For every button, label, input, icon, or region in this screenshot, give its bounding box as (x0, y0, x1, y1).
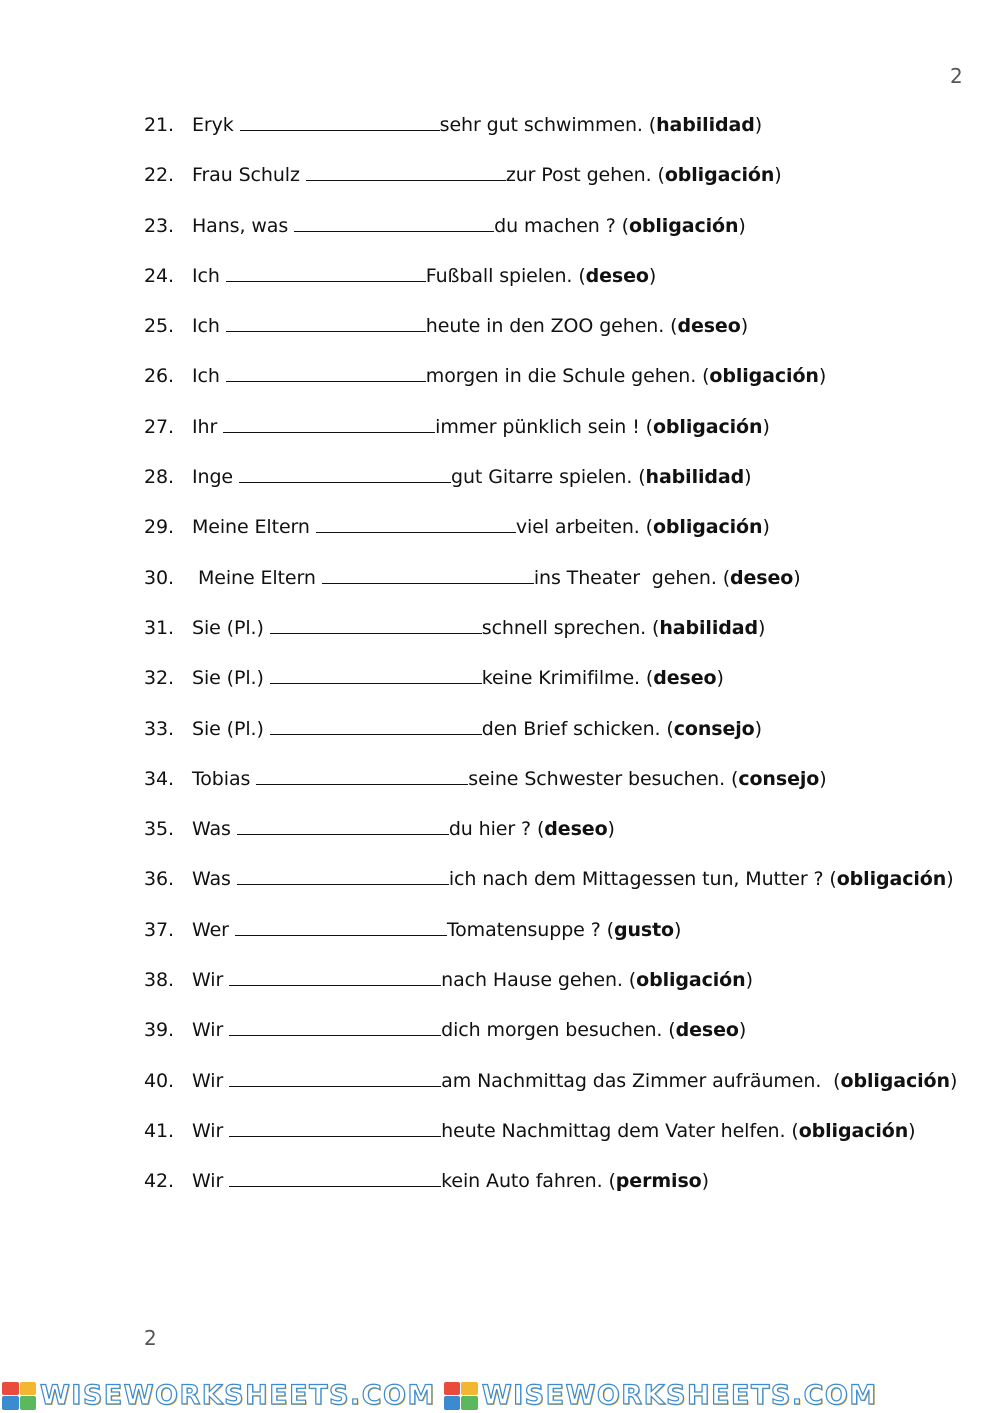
exercise-item (144, 1164, 984, 1214)
exercise-item (144, 611, 984, 661)
exercise-number: 21. (144, 114, 174, 136)
exercise-text: seine Schwester besuchen. ( (468, 767, 739, 790)
exercise-text: den Brief schicken. ( (481, 717, 674, 740)
exercise-text: heute in den ZOO gehen. ( (425, 315, 678, 338)
watermark-text: WISEWORKSHEETS.COM (481, 1380, 878, 1411)
exercise-number: 26. (144, 365, 174, 388)
exercise-item (144, 812, 984, 862)
exercise-item (144, 1064, 984, 1114)
answer-blank[interactable] (229, 1066, 441, 1087)
exercise-category: deseo (585, 264, 649, 287)
exercise-category: obligación (840, 1069, 950, 1092)
exercise-item (144, 209, 984, 259)
exercise-item (144, 712, 984, 762)
answer-blank[interactable] (256, 764, 468, 785)
exercise-number: 24. (144, 264, 174, 287)
exercise-number: 36. (144, 868, 174, 891)
logo-icon (444, 1382, 478, 1410)
exercise-item (144, 862, 984, 912)
exercise-subject: Frau Schulz (192, 164, 300, 187)
exercise-item (144, 359, 984, 409)
exercise-subject: Tobias (192, 767, 251, 790)
answer-blank[interactable] (237, 864, 449, 885)
exercise-category: consejo (673, 717, 755, 740)
exercise-text: du machen ? ( (494, 214, 629, 237)
exercise-category: permiso (615, 1170, 702, 1193)
exercise-subject: Ich (192, 315, 220, 338)
exercise-category: obligación (652, 415, 763, 438)
answer-blank[interactable] (237, 814, 449, 835)
exercise-number: 38. (144, 969, 174, 992)
exercise-item (144, 410, 984, 460)
exercise-item (144, 561, 984, 611)
closing-paren: ) (674, 918, 682, 941)
closing-paren: ) (716, 667, 724, 690)
exercise-category: obligación (798, 1119, 909, 1142)
closing-paren: ) (740, 315, 749, 338)
exercise-category: consejo (738, 767, 820, 790)
answer-blank[interactable] (226, 361, 426, 382)
exercise-number: 40. (144, 1069, 174, 1092)
exercise-text: sehr gut schwimmen. ( (439, 114, 657, 136)
answer-blank[interactable] (270, 613, 482, 634)
answer-blank[interactable] (270, 663, 482, 684)
exercise-item (144, 762, 984, 812)
exercise-category: obligación (836, 868, 947, 891)
exercise-text: nach Hause gehen. ( (441, 969, 637, 992)
exercise-number: 28. (144, 466, 174, 489)
exercise-list (144, 108, 984, 1215)
exercise-subject: Ich (192, 365, 220, 388)
exercise-category: obligación (636, 969, 746, 992)
closing-paren: ) (738, 214, 746, 237)
answer-blank[interactable] (240, 110, 440, 131)
exercise-text: gut Gitarre spielen. ( (451, 466, 646, 489)
exercise-text: zur Post gehen. ( (505, 164, 665, 187)
page-number-bottom: 2 (144, 1326, 157, 1350)
exercise-number: 30. (144, 566, 174, 589)
answer-blank[interactable] (316, 512, 516, 533)
exercise-subject: Meine Eltern (192, 516, 310, 539)
exercise-text: kein Auto fahren. ( (441, 1170, 616, 1193)
exercise-number: 37. (144, 918, 174, 941)
exercise-item (144, 259, 984, 309)
exercise-text: Tomatensuppe ? ( (446, 918, 614, 941)
exercise-subject: Wer (192, 918, 229, 941)
answer-blank[interactable] (306, 160, 506, 181)
answer-blank[interactable] (226, 311, 426, 332)
exercise-category: deseo (544, 818, 608, 841)
logo-icon (2, 1382, 36, 1410)
answer-blank[interactable] (235, 915, 447, 936)
exercise-text: viel arbeiten. ( (515, 516, 653, 539)
exercise-text: du hier ? ( (448, 818, 545, 841)
exercise-item (144, 963, 984, 1013)
closing-paren: ) (762, 415, 770, 438)
answer-blank[interactable] (226, 261, 426, 282)
answer-blank[interactable] (322, 563, 534, 584)
exercise-category: habilidad (659, 616, 758, 639)
answer-blank[interactable] (229, 1116, 441, 1137)
exercise-subject: Wir (192, 1170, 224, 1193)
exercise-number: 39. (144, 1019, 174, 1042)
watermark-unit (442, 1380, 878, 1411)
exercise-category: habilidad (656, 114, 755, 136)
exercise-category: deseo (730, 566, 794, 589)
exercise-subject: Eryk (192, 114, 234, 136)
closing-paren: ) (819, 767, 827, 790)
closing-paren: ) (754, 717, 762, 740)
exercise-number: 33. (144, 717, 174, 740)
exercise-text: schnell sprechen. ( (481, 616, 660, 639)
exercise-item (144, 158, 984, 208)
watermark-footer (0, 1378, 1000, 1413)
closing-paren: ) (762, 516, 770, 539)
exercise-number: 35. (144, 818, 174, 841)
closing-paren: ) (818, 365, 827, 388)
exercise-item (144, 1114, 984, 1164)
closing-paren: ) (757, 616, 766, 639)
exercise-number: 25. (144, 315, 174, 338)
exercise-text: heute Nachmittag dem Vater helfen. ( (441, 1119, 799, 1142)
closing-paren: ) (701, 1170, 709, 1193)
exercise-item (144, 309, 984, 359)
exercise-category: obligación (709, 365, 819, 388)
exercise-item (144, 510, 984, 560)
exercise-subject: Meine Eltern (192, 566, 316, 589)
closing-paren: ) (744, 466, 752, 489)
exercise-number: 27. (144, 415, 174, 438)
answer-blank[interactable] (229, 1166, 441, 1187)
exercise-item (144, 108, 984, 158)
closing-paren: ) (908, 1119, 916, 1142)
exercise-category: obligación (628, 214, 739, 237)
exercise-category: deseo (675, 1019, 739, 1042)
answer-blank[interactable] (229, 1015, 441, 1036)
exercise-text: ich nach dem Mittagessen tun, Mutter ? ( (448, 868, 837, 891)
exercise-subject: Wir (192, 1069, 224, 1092)
exercise-text: Fußball spielen. ( (425, 264, 586, 287)
closing-paren: ) (738, 1019, 747, 1042)
answer-blank[interactable] (270, 714, 482, 735)
exercise-text: morgen in die Schule gehen. ( (425, 365, 710, 388)
exercise-number: 34. (144, 767, 174, 790)
exercise-number: 23. (144, 214, 174, 237)
exercise-text: dich morgen besuchen. ( (441, 1019, 676, 1042)
exercise-item (144, 661, 984, 711)
exercise-category: obligación (652, 516, 763, 539)
exercise-category: deseo (653, 667, 717, 690)
exercise-text: ins Theater gehen. ( (533, 566, 731, 589)
exercise-number: 29. (144, 516, 174, 539)
exercise-subject: Inge (192, 466, 233, 489)
exercise-subject: Wir (192, 1019, 224, 1042)
closing-paren: ) (607, 818, 615, 841)
exercise-category: habilidad (645, 466, 745, 489)
exercise-subject: Hans, was (192, 214, 289, 237)
exercise-number: 41. (144, 1119, 174, 1142)
exercise-category: gusto (613, 918, 675, 941)
answer-blank[interactable] (239, 462, 451, 483)
exercise-category: deseo (677, 315, 741, 338)
exercise-subject: Was (192, 818, 231, 841)
closing-paren: ) (793, 566, 801, 589)
exercise-text: am Nachmittag das Zimmer aufräumen. ( (441, 1069, 841, 1092)
answer-blank[interactable] (229, 965, 441, 986)
exercise-subject: Wir (192, 1119, 224, 1142)
exercise-number: 32. (144, 667, 174, 690)
closing-paren: ) (946, 868, 954, 891)
watermark-text: WISEWORKSHEETS.COM (40, 1380, 436, 1411)
exercise-number: 31. (144, 616, 174, 639)
exercise-subject: Ihr (192, 415, 218, 438)
exercise-item (144, 913, 984, 963)
closing-paren: ) (774, 164, 782, 187)
exercise-subject: Ich (192, 264, 220, 287)
exercise-item (144, 460, 984, 510)
closing-paren: ) (754, 114, 763, 136)
closing-paren: ) (648, 264, 657, 287)
exercise-item (144, 1013, 984, 1063)
watermark-unit (0, 1380, 436, 1411)
exercise-text: keine Krimifilme. ( (481, 667, 654, 690)
exercise-number: 42. (144, 1170, 174, 1193)
exercise-subject: Sie (Pl.) (192, 616, 264, 639)
answer-blank[interactable] (223, 412, 435, 433)
page-number-top: 2 (950, 64, 963, 88)
closing-paren: ) (745, 969, 753, 992)
exercise-subject: Sie (Pl.) (192, 717, 264, 740)
closing-paren: ) (949, 1069, 958, 1092)
exercise-category: obligación (664, 164, 775, 187)
answer-blank[interactable] (294, 211, 494, 232)
exercise-number: 22. (144, 164, 174, 187)
exercise-subject: Sie (Pl.) (192, 667, 264, 690)
exercise-text: immer pünklich sein ! ( (435, 415, 653, 438)
exercise-subject: Was (192, 868, 231, 891)
exercise-subject: Wir (192, 969, 224, 992)
